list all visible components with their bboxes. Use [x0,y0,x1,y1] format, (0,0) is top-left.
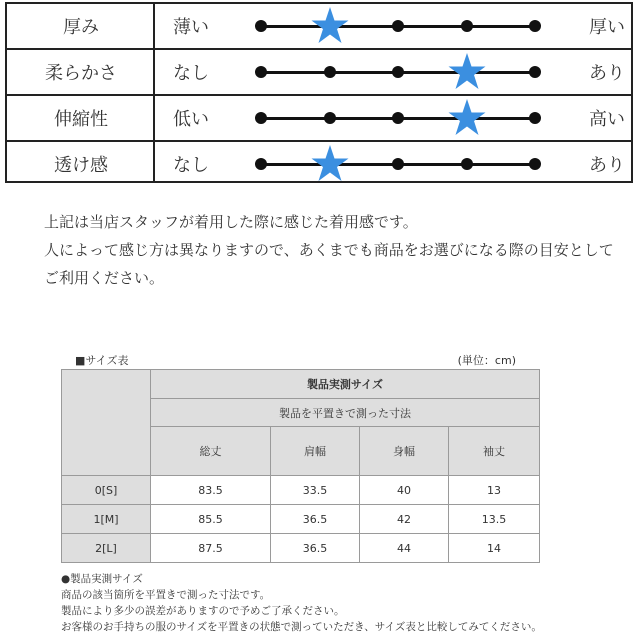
rating-star-icon [447,52,487,92]
feel-row-left-label: 低い [173,109,209,130]
size-table-corner [62,370,151,476]
size-table-header-sub: 製品を平置きで測った寸法 [151,399,540,427]
scale-dot [529,158,541,170]
scale-dot [255,66,267,78]
scale-dot [392,20,404,32]
scale-dot [392,112,404,124]
rating-scale [253,50,543,94]
table-cell: 83.5 [151,476,271,505]
feel-row-left-label: なし [173,155,209,176]
scale-dot [255,20,267,32]
table-cell: 85.5 [151,505,271,534]
scale-dot [392,158,404,170]
footer-line-3: お客様のお手持ちの服のサイズを平置きの状態で測っていただき、サイズ表と比較してみてください。 [61,621,542,633]
scale-dot [529,66,541,78]
feel-row-thickness [7,4,631,48]
unit-label: (単位：cm) [457,354,516,367]
rating-star-icon [310,6,350,46]
feel-row-left-label: なし [173,63,209,84]
scale-dot [392,66,404,78]
footer-line-2: 製品により多少の誤差がありますので予めご了承ください。 [61,605,345,617]
note-line-3: ご利用ください。 [44,269,165,287]
feel-row-right-label: 高い [589,109,625,130]
size-label: 0[S] [62,476,151,505]
table-cell: 87.5 [151,534,271,563]
table-cell: 13 [449,476,540,505]
column-header: 総丈 [151,427,271,476]
scale-dot [461,20,473,32]
scale-dot [529,20,541,32]
scale-dot [324,66,336,78]
table-row [62,505,540,534]
column-header: 身幅 [360,427,449,476]
size-label: 2[L] [62,534,151,563]
feel-row-name: 伸縮性 [54,109,108,130]
rating-scale [253,4,543,48]
feel-row-left-label: 薄い [173,17,209,38]
feel-row-softness [7,48,631,94]
rating-scale [253,142,543,186]
feel-row-name: 厚み [63,17,99,38]
feel-row-right-label: あり [589,155,625,176]
table-row [62,476,540,505]
size-table-caption: ■サイズ表 [75,354,129,367]
footer-line-1: 商品の該当箇所を平置きで測った寸法です。 [61,589,271,601]
rating-star-icon [310,144,350,184]
table-cell: 42 [360,505,449,534]
table-cell: 36.5 [271,505,360,534]
size-table-header-main: 製品実測サイズ [151,370,540,399]
table-cell: 14 [449,534,540,563]
table-cell: 40 [360,476,449,505]
table-row [62,534,540,563]
note-line-1: 上記は当店スタッフが着用した際に感じた着用感です。 [44,213,418,231]
column-header: 袖丈 [449,427,540,476]
rating-star-icon [447,98,487,138]
scale-dot [255,158,267,170]
size-table [61,369,540,563]
note-line-2: 人によって感じ方は異なりますので、あくまでも商品をお選びになる際の目安として [44,241,614,259]
feel-row-name: 柔らかさ [45,63,117,84]
scale-dot [529,112,541,124]
feel-row-right-label: あり [589,63,625,84]
feel-row-sheerness [7,140,631,186]
table-cell: 13.5 [449,505,540,534]
size-label: 1[M] [62,505,151,534]
table-cell: 44 [360,534,449,563]
scale-dot [324,112,336,124]
scale-dot [255,112,267,124]
footer-title: ●製品実測サイズ [61,573,143,585]
feel-table [5,2,633,183]
feel-row-name: 透け感 [54,155,108,176]
column-header: 肩幅 [271,427,360,476]
rating-scale [253,96,543,140]
scale-dot [461,158,473,170]
feel-row-stretch [7,94,631,140]
feel-row-right-label: 厚い [589,17,625,38]
table-cell: 33.5 [271,476,360,505]
table-cell: 36.5 [271,534,360,563]
